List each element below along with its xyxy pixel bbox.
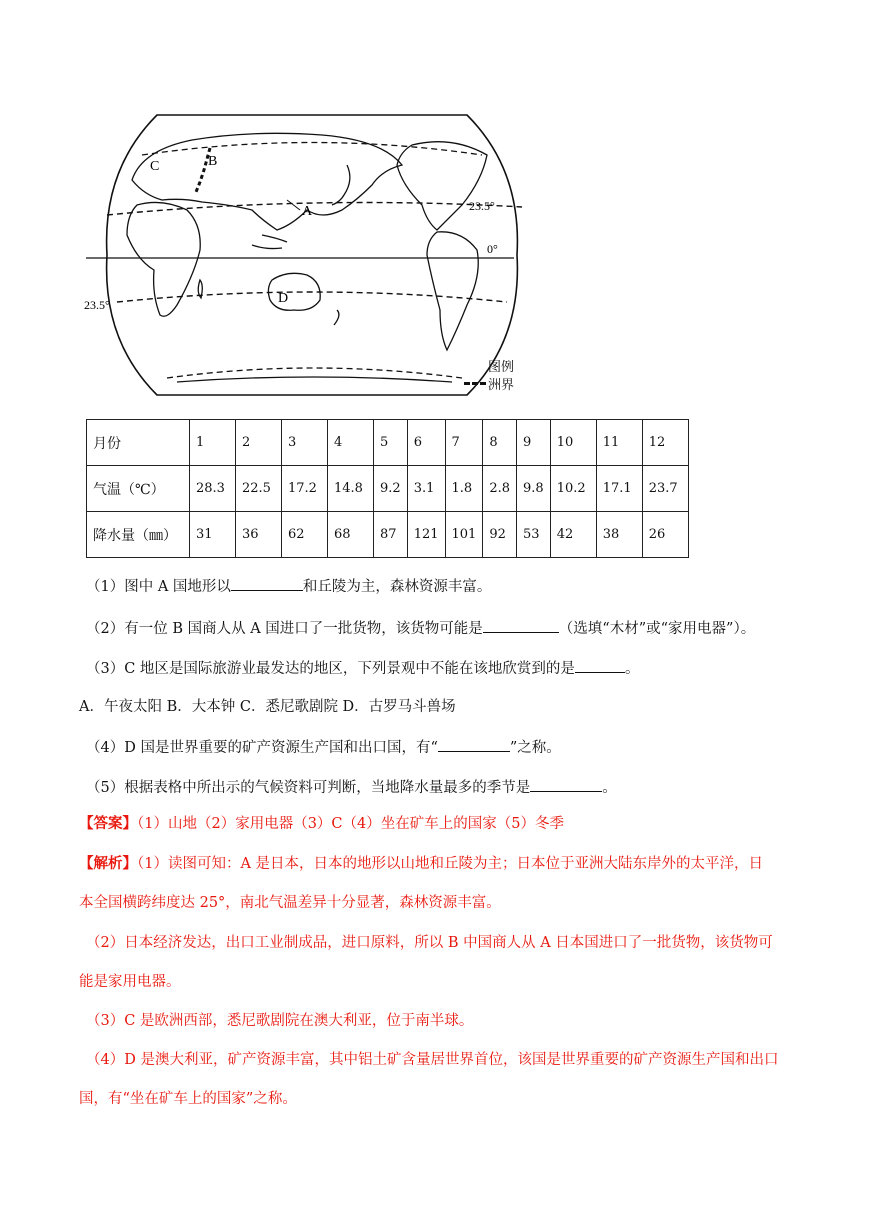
analysis-p1-line1: （1）读图可知：A 是日本，日本的地形以山地和丘陵为主；日本位于亚洲大陆东岸外的太平洋，日 — [137, 856, 764, 872]
tropic-south — [117, 292, 507, 302]
table-row-precip — [87, 512, 689, 558]
analysis-p2-line1: （2）日本经济发达，出口工业制成品，进口原料，所以 B 中国商人从 A 日本国进口了一批货物，该货物可 — [86, 935, 773, 951]
precip-cell: 26 — [642, 512, 688, 558]
month-cell: 11 — [596, 420, 642, 466]
answer-blank-4[interactable] — [438, 736, 510, 752]
month-cell: 2 — [236, 420, 282, 466]
label-c: C — [150, 159, 160, 174]
map-frame — [107, 115, 518, 395]
month-cell: 3 — [282, 420, 328, 466]
label-b: B — [208, 154, 218, 169]
temp-cell: 9.2 — [374, 466, 408, 512]
answer-line — [79, 814, 564, 834]
month-cell: 10 — [550, 420, 596, 466]
north-america-outline — [397, 142, 487, 230]
precip-cell: 38 — [596, 512, 642, 558]
question-1 — [86, 575, 491, 597]
climate-table — [86, 419, 689, 558]
question-3-options: A．午夜太阳 B．大本钟 C．悉尼歌剧院 D．古罗马斗兽场 — [79, 699, 456, 715]
temp-cell: 17.1 — [596, 466, 642, 512]
world-map-svg — [82, 110, 542, 400]
eurasia-outline — [132, 133, 402, 230]
analysis-p2-line2: 能是家用电器。 — [79, 974, 181, 990]
temp-cell: 22.5 — [236, 466, 282, 512]
month-cell: 12 — [642, 420, 688, 466]
precip-cell: 92 — [483, 512, 517, 558]
analysis-p3: （3）C 是欧洲西部，悉尼歌剧院在澳大利亚，位于南半球。 — [86, 1013, 474, 1029]
month-cell: 8 — [483, 420, 517, 466]
precip-cell: 42 — [550, 512, 596, 558]
label-tropic-north: 23.5° — [469, 199, 495, 213]
precip-cell: 53 — [517, 512, 551, 558]
arctic-circle — [142, 143, 482, 156]
question-4-text-end: ”之称。 — [509, 740, 561, 756]
analysis-line-1 — [79, 854, 763, 874]
analysis-tag: 【解析】 — [79, 855, 137, 872]
analysis-p1-line2: 本全国横跨纬度达 25°，南北气温差异十分显著，森林资源丰富。 — [79, 895, 501, 911]
answer-blank-5[interactable] — [530, 776, 602, 792]
question-1-text: （1）图中 A 国地形以 — [86, 579, 231, 595]
world-map — [82, 110, 542, 400]
question-2-text-end: （选填“木材”或“家用电器”）。 — [558, 621, 756, 637]
precip-cell: 31 — [190, 512, 236, 558]
question-3-text-end: 。 — [624, 661, 640, 677]
temp-cell: 17.2 — [282, 466, 328, 512]
precip-cell: 87 — [374, 512, 408, 558]
precip-cell: 36 — [236, 512, 282, 558]
question-3 — [86, 657, 639, 679]
analysis-p4-line2: 国，有“坐在矿车上的国家”之称。 — [79, 1091, 297, 1107]
legend-title: 图例 — [488, 360, 515, 375]
question-3-text: （3）C 地区是国际旅游业最发达的地区，下列景观中不能在该地欣赏到的是 — [86, 661, 575, 677]
question-2 — [86, 617, 755, 639]
label-tropic-south: 23.5° — [84, 298, 110, 312]
question-5 — [86, 776, 617, 798]
table-row-months — [87, 420, 689, 466]
answer-blank-3[interactable] — [575, 657, 625, 673]
month-cell: 5 — [374, 420, 408, 466]
analysis-p4-line1: （4）D 是澳大利亚，矿产资源丰富，其中铝土矿含量居世界首位，该国是世界重要的矿产资源生产国和出口 — [86, 1052, 779, 1068]
answer-blank-1[interactable] — [231, 575, 303, 591]
south-america-outline — [427, 232, 478, 350]
question-5-text: （5）根据表格中所出示的气候资料可判断，当地降水量最多的季节是 — [86, 780, 531, 796]
header-month: 月份 — [87, 420, 190, 466]
month-cell: 9 — [517, 420, 551, 466]
temp-cell: 2.8 — [483, 466, 517, 512]
temp-cell: 3.1 — [407, 466, 445, 512]
header-temp: 气温（℃） — [87, 466, 190, 512]
legend-item — [464, 374, 514, 393]
label-equator: 0° — [487, 242, 498, 256]
precip-cell: 62 — [282, 512, 328, 558]
answer-tag: 【答案】 — [79, 815, 137, 832]
header-precip: 降水量（㎜） — [87, 512, 190, 558]
month-cell: 6 — [407, 420, 445, 466]
month-cell: 1 — [190, 420, 236, 466]
precip-cell: 121 — [407, 512, 445, 558]
label-a: A — [302, 204, 313, 219]
legend-boundary-swatch — [464, 382, 486, 385]
month-cell: 7 — [445, 420, 483, 466]
temp-cell: 1.8 — [445, 466, 483, 512]
table-row-temp — [87, 466, 689, 512]
question-2-text: （2）有一位 B 国商人从 A 国进口了一批货物，该货物可能是 — [86, 621, 483, 637]
temp-cell: 23.7 — [642, 466, 688, 512]
question-5-text-end: 。 — [602, 780, 617, 796]
temp-cell: 9.8 — [517, 466, 551, 512]
question-1-text-end: 和丘陵为主，森林资源丰富。 — [302, 579, 492, 595]
label-d: D — [278, 291, 289, 306]
answer-text: （1）山地（2）家用电器（3）C（4）坐在矿车上的国家（5）冬季 — [137, 816, 564, 832]
answer-blank-2[interactable] — [483, 617, 559, 633]
question-4 — [86, 736, 561, 758]
precip-cell: 101 — [445, 512, 483, 558]
africa-outline — [127, 202, 200, 316]
question-4-text: （4）D 国是世界重要的矿产资源生产国和出口国，有“ — [86, 740, 438, 756]
temp-cell: 10.2 — [550, 466, 596, 512]
month-cell: 4 — [328, 420, 374, 466]
temp-cell: 28.3 — [190, 466, 236, 512]
temp-cell: 14.8 — [328, 466, 374, 512]
legend-item-label: 洲界 — [488, 378, 515, 393]
precip-cell: 68 — [328, 512, 374, 558]
